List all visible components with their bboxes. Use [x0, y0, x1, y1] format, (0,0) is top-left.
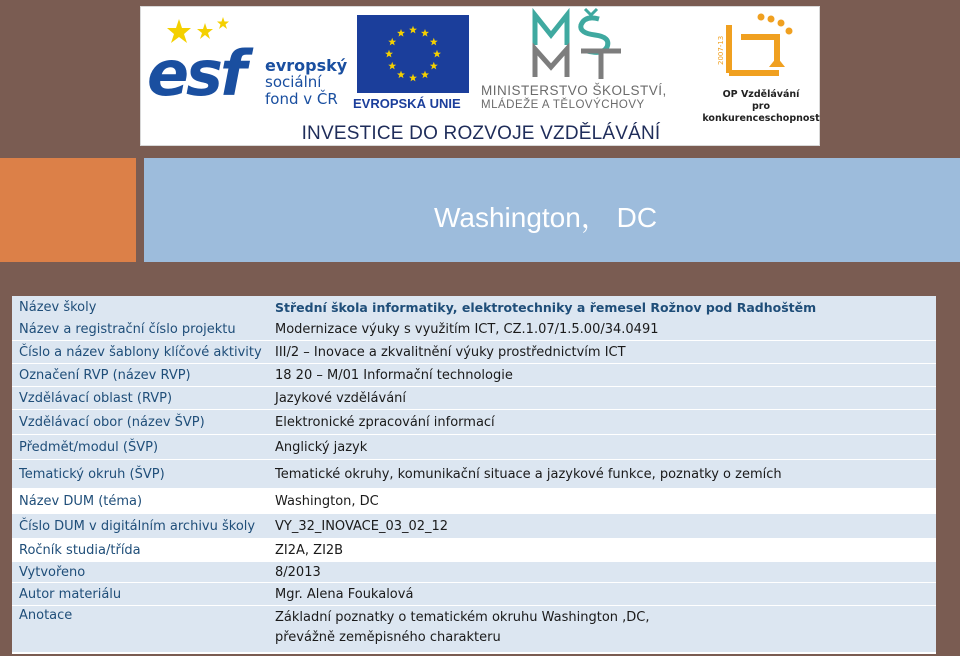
- row-label: Ročník studia/třída: [19, 542, 141, 558]
- msmt-mark-icon: [529, 11, 629, 81]
- row-value: VY_32_INOVACE_03_02_12: [275, 518, 449, 534]
- esf-line-3: fond v ČR: [265, 90, 338, 108]
- row-value: Střední škola informatiky, elektrotechniky a řemesel Rožnov pod Radhoštěm: [275, 299, 817, 315]
- eu-text: EVROPSKÁ UNIE: [353, 96, 461, 111]
- table-row: [12, 562, 936, 582]
- row-label: Autor materiálu: [19, 586, 122, 602]
- table-row: [12, 514, 936, 538]
- row-label: Vytvořeno: [19, 564, 86, 580]
- table-row: [12, 489, 936, 513]
- msmt-text: [481, 83, 691, 113]
- row-label: Anotace: [19, 608, 73, 623]
- row-value: [268, 608, 936, 648]
- annotation-line-1: Základní poznatky o tematickém okruhu Washington ,DC,: [275, 610, 650, 625]
- logo-banner: [140, 6, 820, 146]
- row-label: Vzdělávací obor (název ŠVP): [19, 414, 205, 430]
- table-row: [12, 583, 936, 605]
- esf-letters: esf: [147, 37, 244, 110]
- esf-line-2: sociální: [265, 73, 322, 91]
- row-value: Modernizace výuky s využitím ICT, CZ.1.07/1.5.00/34.0491: [275, 321, 659, 337]
- row-label: Předmět/modul (ŠVP): [19, 439, 159, 455]
- op-line-1: OP Vzdělávání: [722, 89, 800, 100]
- table-row: [12, 606, 936, 652]
- op-text: [699, 89, 823, 125]
- esf-text: [265, 57, 347, 108]
- msmt-line-1: MINISTERSTVO ŠKOLSTVÍ,: [481, 83, 667, 98]
- table-row: [12, 364, 936, 386]
- op-line-2: pro konkurenceschopnost: [702, 101, 820, 124]
- esf-logo: [147, 13, 347, 113]
- row-value: Jazykové vzdělávání: [275, 390, 407, 406]
- table-row: [12, 435, 936, 459]
- row-label: Označení RVP (název RVP): [19, 367, 191, 383]
- esf-line-1: evropský: [265, 56, 348, 75]
- op-mark-icon: [719, 13, 799, 85]
- row-value: 18 20 – M/01 Informační technologie: [275, 367, 513, 383]
- table-row: [12, 539, 936, 561]
- op-logo: [699, 13, 820, 124]
- msmt-logo: [479, 11, 689, 115]
- table-row: [12, 341, 936, 363]
- row-label: Vzdělávací oblast (RVP): [19, 390, 173, 406]
- row-value: Mgr. Alena Foukalová: [275, 586, 414, 602]
- table-row: [12, 460, 936, 488]
- banner-slogan: INVESTICE DO ROZVOJE VZDĚLÁVÁNÍ: [301, 123, 661, 144]
- slide-title: Washington， DC: [434, 202, 658, 233]
- row-value: Washington, DC: [275, 493, 379, 509]
- row-label: Název DUM (téma): [19, 493, 143, 509]
- row-value: III/2 – Inovace a zkvalitnění výuky prostřednictvím ICT: [275, 344, 626, 360]
- info-table: [12, 296, 936, 654]
- row-label: Název školy: [19, 299, 97, 315]
- row-label: Název a registrační číslo projektu: [19, 321, 236, 337]
- row-value: 8/2013: [275, 564, 321, 580]
- table-row: [12, 387, 936, 409]
- eu-flag-icon: [357, 15, 469, 93]
- table-row: [12, 296, 936, 318]
- table-row: [12, 318, 936, 340]
- msmt-line-2: MLÁDEŽE A TĚLOVÝCHOVY: [481, 99, 645, 111]
- annotation-line-2: převážně zeměpisného charakteru: [275, 630, 501, 645]
- orange-accent-block: [0, 158, 136, 262]
- table-row: [12, 410, 936, 434]
- row-value: ZI2A, ZI2B: [275, 542, 344, 558]
- row-value: Elektronické zpracování informací: [275, 414, 495, 430]
- op-years: 2007-13: [717, 35, 725, 65]
- title-band: [144, 158, 960, 262]
- row-value: Anglický jazyk: [275, 439, 368, 455]
- row-value: Tematické okruhy, komunikační situace a jazykové funkce, poznatky o zemích: [275, 466, 782, 482]
- row-label: Číslo DUM v digitálním archivu školy: [19, 518, 256, 534]
- eu-logo: [353, 13, 473, 113]
- row-label: Číslo a název šablony klíčové aktivity: [19, 344, 262, 360]
- row-label: Tematický okruh (ŠVP): [19, 466, 165, 482]
